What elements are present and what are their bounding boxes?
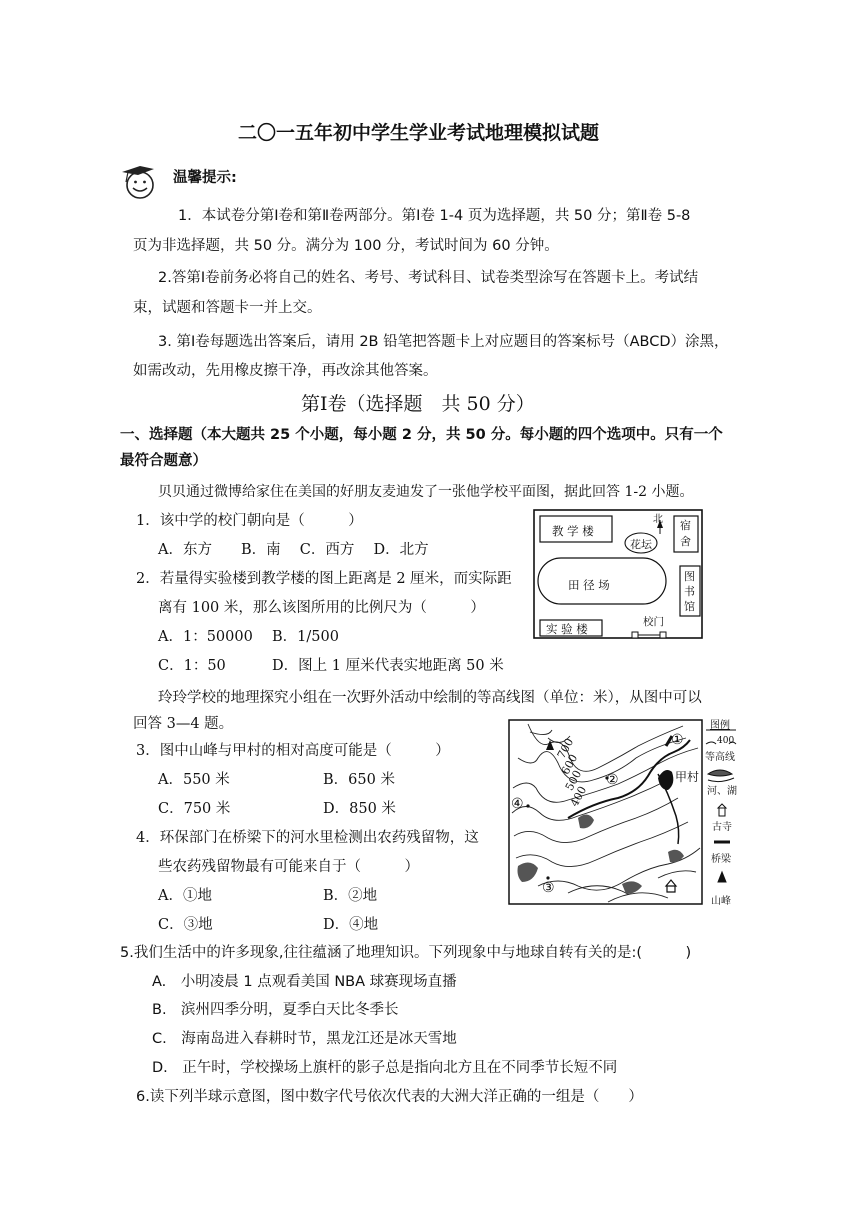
tips-label: 温馨提示: [173, 170, 237, 186]
q4-stem-2: 些农药残留物最有可能来自于（ ） [158, 859, 419, 875]
page-title: 二〇一五年初中学生学业考试地理模拟试题 [238, 122, 600, 144]
q3-option-b: B．650 米 [323, 772, 395, 788]
q2-option-b: B．1/500 [272, 629, 339, 645]
map-dorm: 宿舍 [680, 519, 691, 548]
tip-2-line-2: 束，试题和答题卡一并上交。 [133, 300, 322, 316]
q6-stem: 6.读下列半球示意图，图中数字代号依次代表的大洲大洋正确的一组是（ ） [136, 1089, 643, 1105]
marker-3: ③ [542, 880, 555, 896]
tip-1-line-1: 1．本试卷分第Ⅰ卷和第Ⅱ卷两部分。第Ⅰ卷 1-4 页为选择题，共 50 分；第Ⅱ卷 5-8 [178, 208, 691, 224]
q5-option-d: D. 正午时，学校操场上旗杆的影子总是指向北方且在不同季节长短不同 [152, 1060, 618, 1076]
q4-option-a: A．①地 [158, 888, 212, 904]
part-1-heading: 第Ⅰ卷（选择题 共 50 分） [301, 393, 535, 415]
legend-bridge: 桥梁 [711, 854, 731, 865]
marker-2: ② [606, 772, 619, 788]
contour-label-500: 500 [562, 768, 585, 793]
legend-temple: 古寺 [712, 822, 732, 833]
map-library: 图书馆 [684, 570, 695, 613]
contour-label-700: 700 [554, 736, 577, 761]
q2-option-d: D．图上 1 厘米代表实地距离 50 米 [272, 658, 504, 674]
legend-peak: 山峰 [711, 896, 731, 907]
intro-q1-2: 贝贝通过微博给家住在美国的好朋友麦迪发了一张他学校平面图，据此回答 1-2 小题。 [158, 484, 694, 500]
q2-stem-1: 2．若量得实验楼到教学楼的图上距离是 2 厘米，而实际距 [136, 571, 512, 587]
tip-1-line-2: 页为非选择题，共 50 分。满分为 100 分，考试时间为 60 分钟。 [133, 238, 559, 254]
map-lab-building: 实 验 楼 [546, 622, 588, 636]
village-jia-label: 甲村 [675, 770, 700, 784]
legend-title: 图例 [710, 720, 730, 731]
q4-stem-1: 4．环保部门在桥梁下的河水里检测出农药残留物，这 [136, 830, 479, 846]
marker-1: ① [671, 732, 684, 748]
tip-3-line-1: 3. 第Ⅰ卷每题选出答案后，请用 2B 铅笔把答题卡上对应题目的答案标号（ABCD）涂黑， [158, 334, 729, 350]
legend-contour: 等高线 [705, 752, 735, 763]
q5-stem: 5.我们生活中的许多现象,往往蕴涵了地理知识。下列现象中与地球自转有关的是:( ) [120, 945, 692, 961]
contour-label-600: 600 [558, 752, 581, 777]
contour-label-400: 400 [567, 784, 590, 809]
q3-stem: 3．图中山峰与甲村的相对高度可能是（ ） [136, 743, 450, 759]
section-1-line-1: 一、选择题（本大题共 25 个小题，每小题 2 分，共 50 分。每小题的四个选项中。只有一个 [120, 427, 723, 443]
marker-4: ④ [511, 796, 524, 812]
q2-option-c: C．1：50 [158, 658, 226, 674]
smiley-icon [118, 160, 160, 202]
map-teaching-building: 教 学 楼 [552, 524, 594, 538]
q5-option-a: A. 小明凌晨 1 点观看美国 NBA 球赛现场直播 [152, 974, 457, 990]
q4-option-b: B．②地 [323, 888, 378, 904]
q3-option-a: A．550 米 [158, 772, 230, 788]
legend-river: 河、湖 [707, 786, 737, 797]
q2-stem-2: 离有 100 米，那么该图所用的比例尺为（ ） [158, 600, 485, 616]
legend-contour-value: 400 [717, 736, 735, 746]
map-garden: 花坛 [630, 538, 652, 551]
north-arrow-label: 北 [653, 514, 663, 525]
map-gate: 校门 [643, 616, 664, 628]
q1-options: A．东方 B．南 C．西方 D．北方 [158, 542, 429, 558]
map-track-field: 田 径 场 [568, 578, 610, 592]
tip-3-line-2: 如需改动，先用橡皮擦干净，再改涂其他答案。 [133, 363, 438, 379]
q5-option-c: C. 海南岛进入春耕时节，黑龙江还是冰天雪地 [152, 1031, 457, 1047]
q2-option-a: A．1：50000 [158, 629, 253, 645]
section-1-line-2: 最符合题意） [120, 453, 207, 469]
q1-stem: 1．该中学的校门朝向是（ ） [136, 513, 363, 529]
q3-option-c: C．750 米 [158, 801, 231, 817]
q5-option-b: B. 滨州四季分明，夏季白天比冬季长 [152, 1002, 399, 1018]
tip-2-line-1: 2.答第Ⅰ卷前务必将自己的姓名、考号、考试科目、试卷类型涂写在答题卡上。考试结 [158, 270, 699, 286]
q3-option-d: D．850 米 [323, 801, 396, 817]
q4-option-d: D．④地 [323, 917, 379, 933]
q4-option-c: C．③地 [158, 917, 213, 933]
intro-q3-4-line-1: 玲玲学校的地理探究小组在一次野外活动中绘制的等高线图（单位：米），从图中可以 [158, 690, 702, 706]
intro-q3-4-line-2: 回答 3—4 题。 [133, 716, 234, 732]
